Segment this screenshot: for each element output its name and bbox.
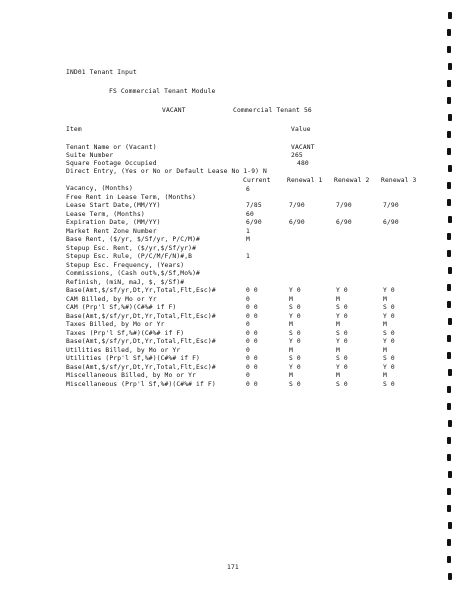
info-label: Tenant Name or (Vacant) <box>66 144 157 151</box>
renewal2-value: Y 0 <box>336 287 348 294</box>
renewal3-value: 6/90 <box>383 219 399 226</box>
current-value: 0 <box>246 321 250 328</box>
renewal2-value: M <box>336 295 340 303</box>
binder-hole <box>447 556 451 563</box>
binder-hole <box>448 318 452 325</box>
renewal1-value: S 0 <box>289 329 301 337</box>
direct-entry-line: Direct Entry, (Yes or No or Default Lease No 1-9) N <box>66 168 267 175</box>
binder-hole <box>447 250 451 257</box>
row-label: Stepup Esc. Rule, (P/C/M/F/N)#,B <box>66 253 193 260</box>
binder-hole <box>447 80 451 87</box>
binder-hole <box>448 114 452 121</box>
row-label: Miscellaneous Billed, by Mo or Yr <box>66 372 197 379</box>
row-label: Base Rent, ($/yr, $/Sf/yr, P/C/M)# <box>66 236 200 243</box>
current-value: 0 0 <box>246 287 258 294</box>
page-number: 171 <box>227 564 239 571</box>
renewal2-value: M <box>336 346 340 354</box>
row-label: Commissions, (Cash out%,$/Sf,Mo%)# <box>66 270 200 277</box>
renewal3-value: S 0 <box>383 304 395 311</box>
renewal1-value: 7/90 <box>289 202 305 209</box>
binder-hole <box>447 454 451 461</box>
renewal1-value: 6/90 <box>289 219 305 226</box>
row-label: CAM (Prp'l Sf,%#)(C#%# if F) <box>66 304 177 311</box>
current-value: 0 0 <box>246 363 258 371</box>
binder-hole <box>448 471 452 478</box>
row-label: Taxes Billed, by Mo or Yr <box>66 321 165 328</box>
item-column-header: Item <box>66 126 82 133</box>
info-value: 480 <box>297 160 309 167</box>
renewal1-value: M <box>289 346 293 354</box>
binder-hole <box>448 63 452 70</box>
current-value: 1 <box>246 253 250 260</box>
binder-hole <box>448 216 452 223</box>
binder-hole <box>447 437 451 444</box>
current-value: 0 0 <box>246 312 258 320</box>
current-value: 0 <box>246 295 250 303</box>
renewal1-value: M <box>289 372 293 379</box>
renewal3-value: M <box>383 295 387 303</box>
binder-hole <box>447 352 451 359</box>
renewal1-value: Y 0 <box>289 363 301 371</box>
binder-hole <box>447 539 451 546</box>
row-label: Utilities Billed, by Mo or Yr <box>66 346 181 354</box>
renewal2-value: 7/90 <box>336 202 352 209</box>
binder-hole <box>447 29 451 36</box>
row-label: Free Rent in Lease Term, (Months) <box>66 193 197 201</box>
renewal3-value: Y 0 <box>383 312 395 320</box>
row-label: Expiration Date, (MM/YY) <box>66 219 161 226</box>
binder-hole <box>448 165 452 172</box>
binder-hole <box>447 403 451 410</box>
binder-hole <box>447 46 451 53</box>
binder-hole <box>448 420 452 427</box>
row-label: Miscellaneous (Prp'l Sf,%#)(C#%# if F) <box>66 380 216 388</box>
current-value: 6/90 <box>246 219 262 226</box>
current-value: 0 0 <box>246 338 258 345</box>
renewal2-value: Y 0 <box>336 363 348 371</box>
renewal1-value: Y 0 <box>289 312 301 320</box>
binder-hole <box>447 199 451 206</box>
row-label: Stepup Esc. Rent, ($/yr,$/Sf/yr)# <box>66 244 197 252</box>
renewal2-value: Y 0 <box>336 338 348 345</box>
info-value: 265 <box>291 152 303 159</box>
current-value: 1 <box>246 227 250 235</box>
renewal3-value: M <box>383 321 387 328</box>
binder-hole <box>447 182 451 189</box>
renewal1-value: M <box>289 295 293 303</box>
current-value: 0 0 <box>246 329 258 337</box>
row-label: Base(Amt,$/sf/yr,Dt,Yr,Total,Flt,Esc)# <box>66 363 216 371</box>
renewal2-value: M <box>336 321 340 328</box>
renewal3-value: Y 0 <box>383 338 395 345</box>
renewal2-column-header: Renewal 2 <box>334 177 370 184</box>
binder-hole <box>448 369 452 376</box>
renewal3-value: M <box>383 372 387 379</box>
row-label: Refinish, (miN, maJ, $, $/Sf)# <box>66 278 185 286</box>
renewal3-value: Y 0 <box>383 363 395 371</box>
info-label: Suite Number <box>66 152 114 159</box>
binder-hole <box>447 386 451 393</box>
binder-hole <box>447 335 451 342</box>
row-label: Base(Amt,$/sf/yr,Dt,Yr,Total,Flt,Esc)# <box>66 338 216 345</box>
current-value: 0 0 <box>246 355 258 362</box>
current-column-header: Current <box>243 177 271 184</box>
row-label: Utilities (Prp'l Sf,%#)(C#%# if F) <box>66 355 200 362</box>
row-label: Lease Term, (Months) <box>66 210 145 218</box>
renewal3-value: S 0 <box>383 329 395 337</box>
current-value: M <box>246 236 250 243</box>
binder-hole <box>448 12 452 19</box>
renewal2-value: S 0 <box>336 304 348 311</box>
row-label: Base(Amt,$/sf/yr,Dt,Yr,Total,Flt,Esc)# <box>66 312 216 320</box>
report-id: IND01 Tenant Input <box>66 69 137 76</box>
renewal1-value: M <box>289 321 293 328</box>
current-value: 60 <box>246 210 254 218</box>
value-column-header: Value <box>291 126 311 133</box>
row-label: CAM Billed, by Mo or Yr <box>66 295 157 303</box>
binder-hole <box>448 573 452 580</box>
info-label: Square Footage Occupied <box>66 160 157 167</box>
binder-hole <box>448 267 452 274</box>
current-value: 0 0 <box>246 304 258 311</box>
binder-hole <box>447 505 451 512</box>
binder-hole <box>447 284 451 291</box>
renewal3-column-header: Renewal 3 <box>381 177 417 184</box>
info-value: VACANT <box>291 144 315 151</box>
renewal1-value: Y 0 <box>289 287 301 294</box>
row-label: Market Rent Zone Number <box>66 227 157 235</box>
renewal2-value: S 0 <box>336 355 348 362</box>
current-value: 0 0 <box>246 380 258 388</box>
row-label: Lease Start Date,(MM/YY) <box>66 202 161 209</box>
renewal1-value: Y 0 <box>289 338 301 345</box>
renewal3-value: Y 0 <box>383 287 395 294</box>
current-value: 0 <box>246 372 250 379</box>
binder-hole <box>447 148 451 155</box>
renewal1-value: S 0 <box>289 355 301 362</box>
renewal2-value: Y 0 <box>336 312 348 320</box>
tenant-number-label: Commercial Tenant 56 <box>233 107 312 114</box>
binder-hole <box>447 301 451 308</box>
renewal1-value: S 0 <box>289 380 301 388</box>
renewal3-value: M <box>383 346 387 354</box>
renewal3-value: S 0 <box>383 355 395 362</box>
binder-hole <box>448 522 452 529</box>
row-label: Stepup Esc. Frequency, (Years) <box>66 261 185 269</box>
renewal1-column-header: Renewal 1 <box>287 177 323 184</box>
renewal2-value: M <box>336 372 340 379</box>
binder-hole <box>447 131 451 138</box>
row-label: Base(Amt,$/sf/yr,Dt,Yr,Total,Flt,Esc)# <box>66 287 216 294</box>
current-value: 0 <box>246 346 250 354</box>
renewal2-value: 6/90 <box>336 219 352 226</box>
binder-hole <box>447 233 451 240</box>
renewal2-value: S 0 <box>336 329 348 337</box>
binder-hole <box>447 488 451 495</box>
renewal3-value: 7/90 <box>383 202 399 209</box>
row-label: Vacancy, (Months) <box>66 185 133 192</box>
module-title: FS Commercial Tenant Module <box>109 88 216 95</box>
default-lease-value: 6 <box>246 186 250 193</box>
binder-hole <box>447 97 451 104</box>
row-label: Taxes (Prp'l Sf,%#)(C#%# if F) <box>66 329 185 337</box>
renewal2-value: S 0 <box>336 380 348 388</box>
renewal1-value: S 0 <box>289 304 301 311</box>
renewal3-value: S 0 <box>383 380 395 388</box>
current-value: 7/85 <box>246 202 262 209</box>
tenant-status-label: VACANT <box>162 107 186 114</box>
